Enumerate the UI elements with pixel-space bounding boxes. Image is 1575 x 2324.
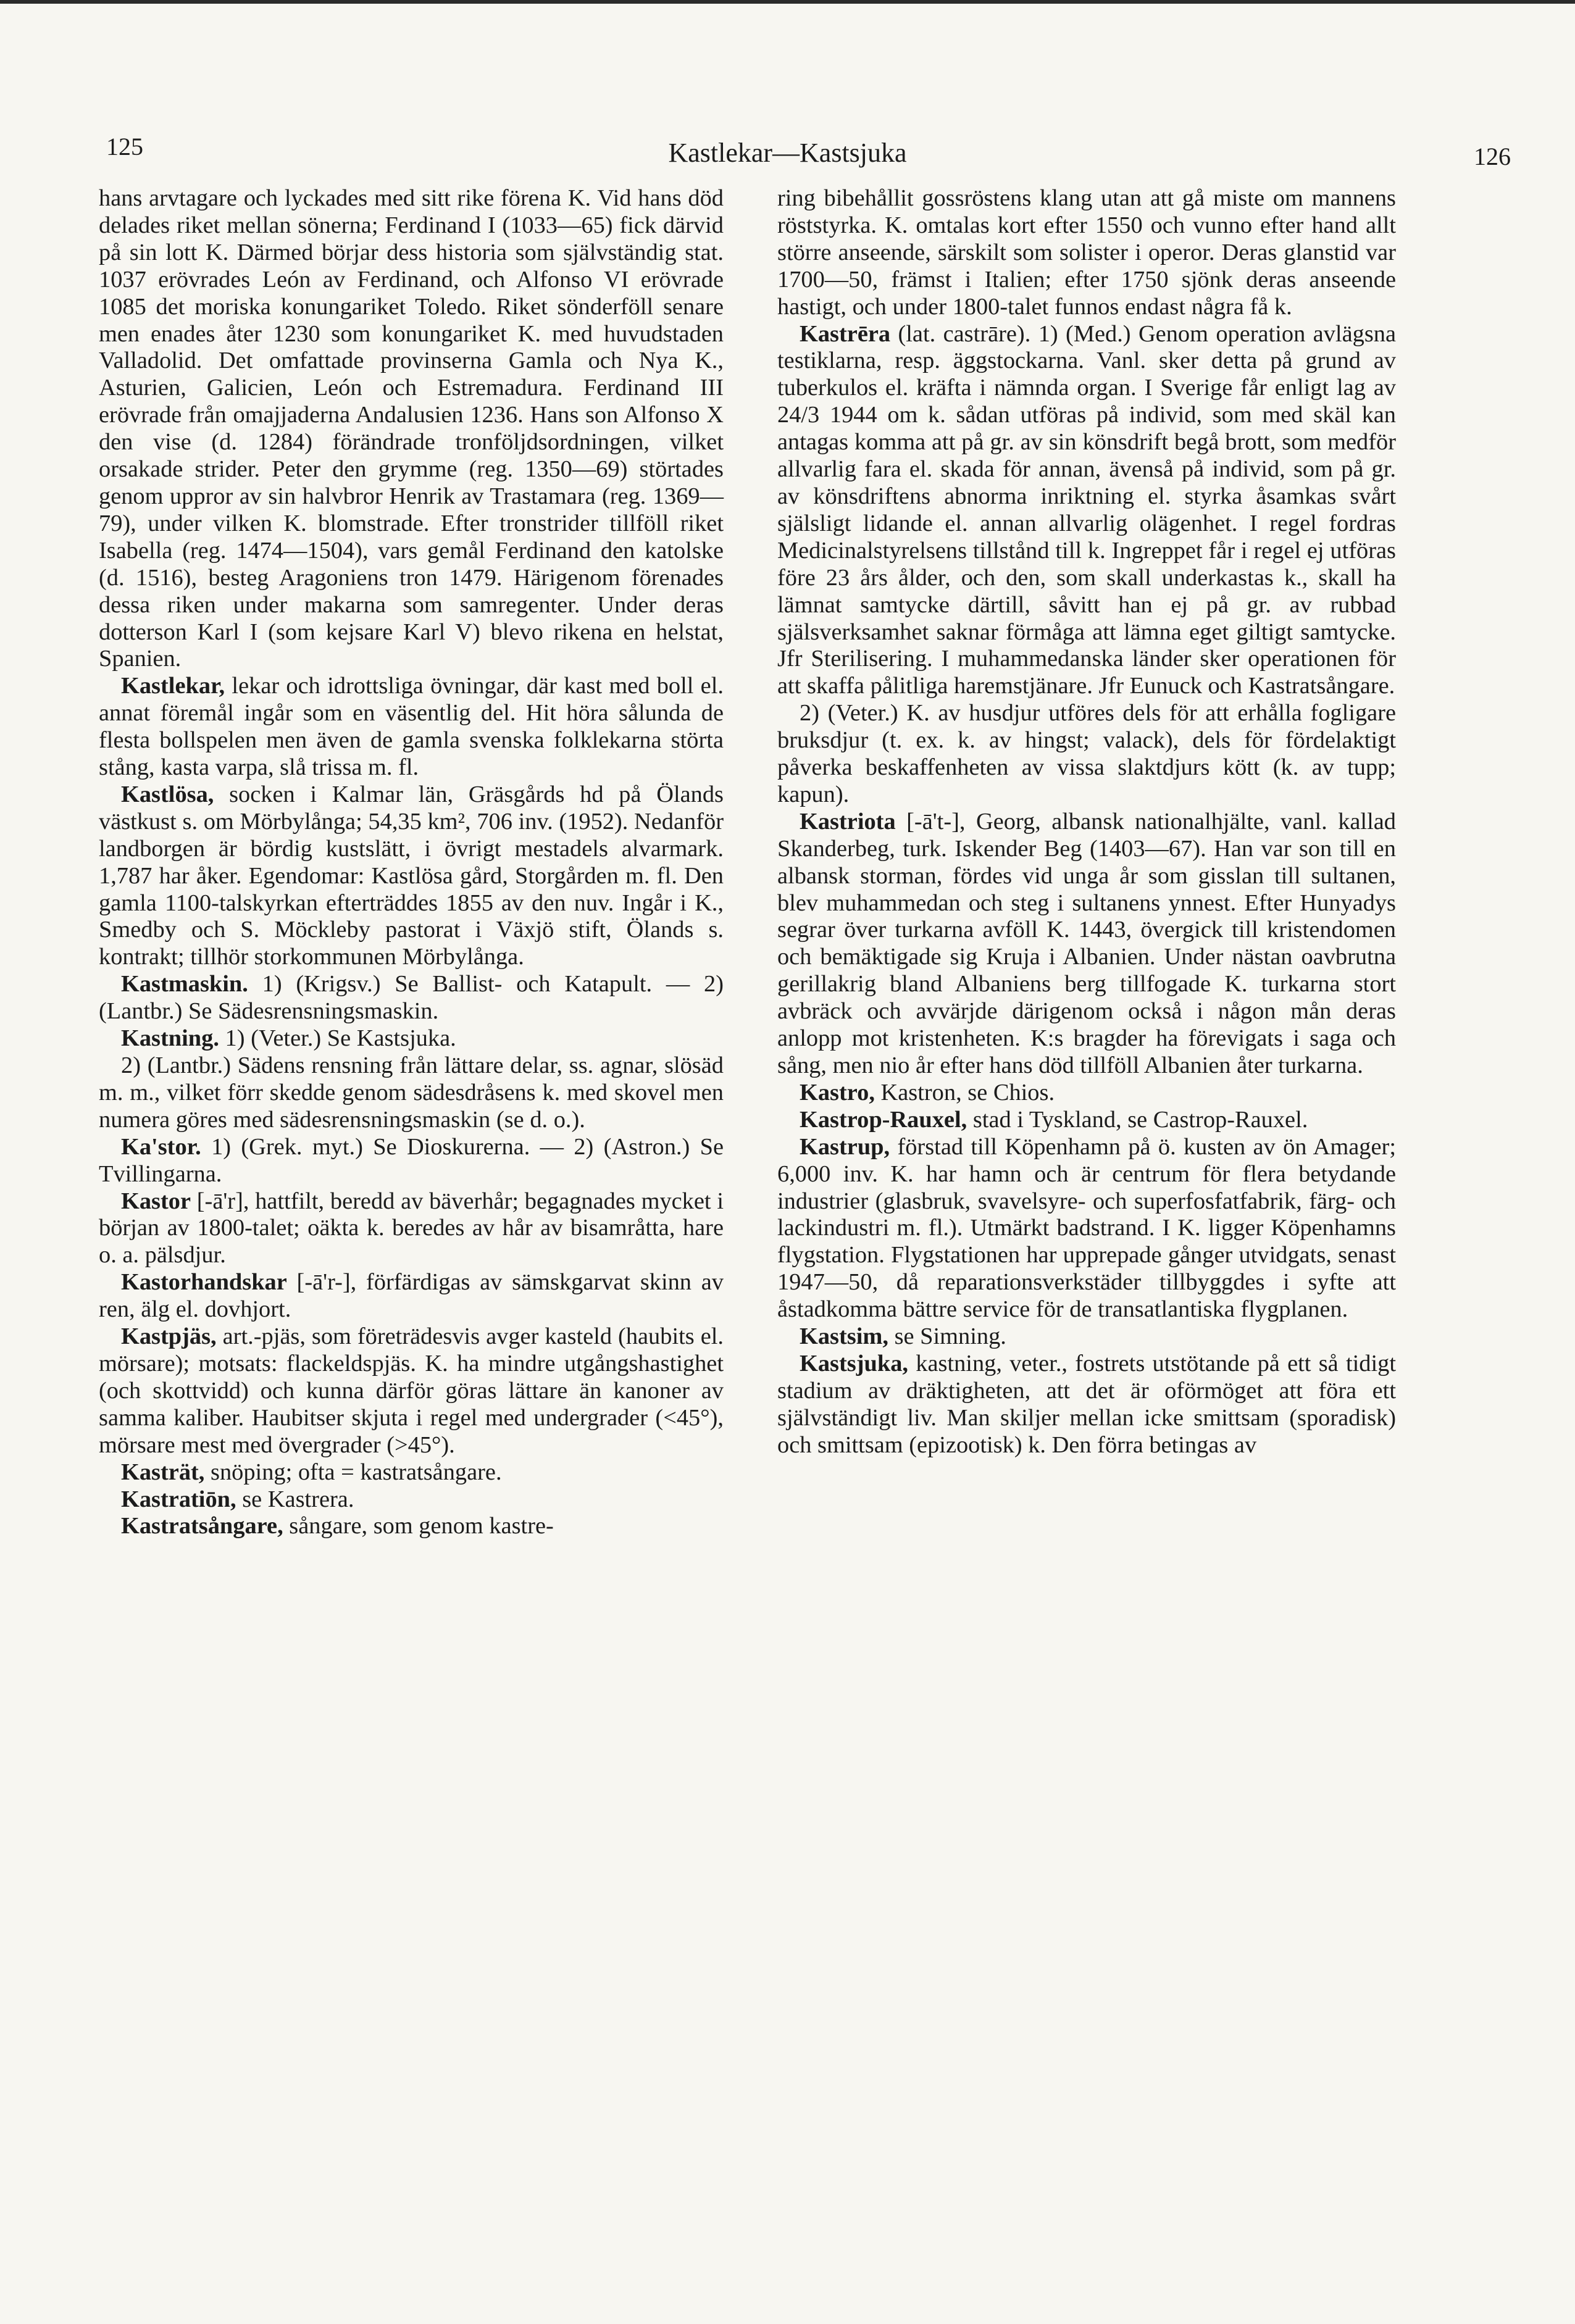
entry-text: snöping; ofta = kastratsångare. [204, 1459, 502, 1485]
right-column [777, 185, 1396, 1459]
entry-headword: Kastratiōn, [121, 1486, 236, 1512]
entry-paragraph [99, 1052, 724, 1134]
entry-headword: Kastrop-Rauxel, [800, 1106, 967, 1133]
entry-text: stad i Tyskland, se Castrop-Rauxel. [967, 1106, 1308, 1133]
entry-text: hans arvtagare och lyckades med sitt rike förena K. Vid hans död delades riket mellan sönerna; Ferdinand I (1033—65) fick därvid på sin lott K. Därmed börjar dess historia som självständig stat. 1037 erövrades León av Ferdinand, och Alfonso VI erövrade 1085 det moriska konungariket Toledo. Riket sönderföll senare men enades åter 1230 som konungariket K. med huvudstaden Valladolid. Det omfattade provinserna Gamla och Nya K., Asturien, Galicien, León och Estremadura. Ferdinand III erövrade från omajjaderna Andalusien 1236. Hans son Alfonso X den vise (d. 1284) förändrade tronföljdsordningen, vilket orsakade strider. Peter den grymme (reg. 1350—69) störtades genom uppror av sin halvbror Henrik av Trastamara (reg. 1369—79), under vilken K. blomstrade. Efter tronstrider tillföll riket Isabella (reg. 1474—1504), vars gemål Ferdinand den katolske (d. 1516), besteg Aragoniens tron 1479. Härigenom förenades dessa riken under makarna som samregenter. Under deras dotterson Karl I (som kejsare Karl V) blevo rikena en helstat, Spanien. [99, 185, 724, 672]
entry-headword: Kastorhandskar [121, 1269, 287, 1296]
entry-text: ring bibehållit gossröstens klang utan att gå miste om mannens röststyrka. K. omtalas kort efter 1550 och vunno efter hand allt större anseende, särskilt som solister i operor. Deras glanstid var 1700—50, främst i Italien; efter 1750 sjönk deras anseende hastigt, och under 1800-talet funnos endast några få k. [777, 185, 1396, 320]
dictionary-entry [777, 1134, 1396, 1323]
entry-headword: Kastratsångare, [121, 1513, 283, 1539]
dictionary-entry [99, 1323, 724, 1459]
entry-headword: Kastning. [121, 1025, 219, 1052]
dictionary-entry [99, 1025, 724, 1052]
dictionary-entry [777, 1080, 1396, 1107]
entry-text: 1) (Krigsv.) Se Ballist- och Katapult. — 2) (Lantbr.) Se Sädesrensningsmaskin. [99, 971, 724, 1025]
entry-headword: Kastro, [800, 1079, 875, 1106]
dictionary-entry [777, 321, 1396, 701]
dictionary-entry [99, 673, 724, 781]
dictionary-entry [777, 809, 1396, 1080]
dictionary-entry [99, 1188, 724, 1270]
entry-text: (lat. castrāre). 1) (Med.) Genom operation avlägsna testiklarna, resp. äggstockarna. Vanl. sker detta på grund av tuberkulos el. kräfta i nämnda organ. I Sverige får enligt lag av 24/3 1944 om k. sådan utföras på individ, som med skäl kan antagas komma att på gr. av sin könsdrift begå brott, som medför allvarlig fara el. skada för annan, ävenså på individ, som på gr. av könsdriftens abnorma inriktning el. styrka åsamkas svårt själsligt lidande el. annan allvarlig olägenhet. I regel fordras Medicinalstyrelsens tillstånd till k. Ingreppet får i regel ej utföras före 23 års ålder, och den, som skall underkastas k., skall ha lämnat samtycke därtill, såvitt han ej på gr. av rubbad själsverksamhet saknar förmåga att lämna eget giltigt samtycke. Jfr Sterilisering. I muhammedanska länder sker operationen för att skaffa pålitliga haremstjänare. Jfr Eunuck och Kastratsångare. [777, 320, 1396, 699]
entry-headword: Kastsim, [800, 1323, 888, 1350]
entry-text: [-ā't-], Georg, albansk nationalhjälte, vanl. kallad Skanderbeg, turk. Iskender Beg (1403—67). Han var son till en albansk storman, fördes vid unga år som gisslan till sultanen, blev muhammedan och steg i sultanens ynnest. Efter Hunyadys segrar över turkarna avföll K. 1443, övergick till kristendomen och bemäktigade sig Kruja i Albanien. Under nästan oavbrutna gerillakrig bland Albaniens berg tillfogade K. turkarna stort avbräck och avvärjde därigenom också i någon mån deras anlopp mot kristenheten. K:s bragder ha förevigats i saga och sång, men nio år efter hans död tillföll Albanien åter turkarna. [777, 808, 1396, 1078]
dictionary-entry [99, 781, 724, 971]
scan-top-edge [0, 0, 1575, 4]
entry-text: se Simning. [888, 1323, 1006, 1350]
entry-text: 2) (Lantbr.) Sädens rensning från lättare delar, ss. agnar, slösäd m. m., vilket förr skedde genom sädesdråsens k. med skovel men numera göres med sädesrensningsmaskin (se d. o.). [99, 1052, 724, 1133]
entry-text: kastning, veter., fostrets utstötande på ett så tidigt stadium av dräktigheten, att det är oförmöget att föra ett självständigt liv. Man skiljer mellan icke smittsam (sporadisk) och smittsam (epizootisk) k. Den förra betingas av [777, 1350, 1396, 1458]
entry-headword: Kastrēra [800, 320, 891, 347]
entry-text: 2) (Veter.) K. av husdjur utföres dels för att erhålla fogligare bruksdjur (t. ex. k. av hingst; valack), dels för fördelaktigt påverka beskaffenheten av vissa slaktdjurs kött (k. av tupp; kapun). [777, 700, 1396, 807]
entry-text: [-ā'r], hattfilt, beredd av bäverhår; begagnades mycket i början av 1800-talet; oäkta k. beredes av hår av bisamråtta, hare o. a. pälsdjur. [99, 1188, 724, 1268]
entry-headword: Kastsjuka, [800, 1350, 909, 1376]
left-column [99, 185, 724, 1540]
dictionary-entry [99, 971, 724, 1025]
entry-text: socken i Kalmar län, Gräsgårds hd på Ölands västkust s. om Mörbylånga; 54,35 km², 706 inv. (1952). Nedanför landborgen är bördig kustslätt, i övrigt mestadels alvarmark. 1,787 har åker. Egendomar: Kastlösa gård, Storgården m. fl. Den gamla 1100-talskyrkan efterträddes 1855 av den nuv. Ingår i K., Smedby och S. Möckleby pastorat i Växjö stift, Ölands s. kontrakt; tillhör storkommunen Mörbylånga. [99, 781, 724, 970]
dictionary-entry [777, 1323, 1396, 1351]
entry-headword: Kastor [121, 1188, 191, 1214]
running-header: Kastlekar—Kastsjuka [668, 138, 907, 168]
entry-paragraph [99, 185, 724, 673]
entry-text: 1) (Veter.) Se Kastsjuka. [219, 1025, 456, 1052]
entry-headword: Kastpjäs, [121, 1323, 217, 1350]
entry-headword: Ka'stor. [121, 1133, 201, 1160]
entry-text: lekar och idrottsliga övningar, där kast med boll el. annat föremål ingår som en väsentlig del. Hit höra sålunda de flesta bollspelen men även de gamla svenska folklekarna störta stång, kasta varpa, slå trissa m. fl. [99, 673, 724, 781]
entry-headword: Kastlekar, [121, 673, 225, 699]
entry-headword: Kastlösa, [121, 781, 214, 807]
entry-text: 1) (Grek. myt.) Se Dioskurerna. — 2) (Astron.) Se Tvillingarna. [99, 1133, 724, 1187]
entry-headword: Kastmaskin. [121, 971, 248, 997]
entry-paragraph [777, 185, 1396, 321]
entry-text: sångare, som genom kastre- [283, 1513, 554, 1539]
page-number-left: 125 [106, 133, 143, 160]
entry-text: förstad till Köpenhamn på ö. kusten av ön Amager; 6,000 inv. K. har hamn och är centrum för flera betydande industrier (glasbruk, svavelsyre- och superfosfatfabrik, färg- och lackindustri m. fl.). Utmärkt badstrand. I K. ligger Köpenhamns flygstation. Flygstationen har upprepade gånger utvidgats, senast 1947—50, då reparationsverkstäder tillbyggdes i syfte att åstadkomma bättre service för de transatlantiska flygplanen. [777, 1133, 1396, 1323]
dictionary-entry [99, 1486, 724, 1514]
dictionary-entry [777, 1351, 1396, 1459]
entry-text: se Kastrera. [236, 1486, 354, 1512]
entry-text: Kastron, se Chios. [874, 1079, 1055, 1106]
entry-paragraph [777, 700, 1396, 809]
entry-text: [-ā'r-], förfärdigas av sämskgarvat skinn av ren, älg el. dovhjort. [99, 1269, 724, 1323]
entry-headword: Kasträt, [121, 1459, 205, 1485]
dictionary-entry [99, 1134, 724, 1188]
dictionary-entry [99, 1269, 724, 1323]
entry-headword: Kastriota [800, 808, 896, 835]
dictionary-entry [99, 1513, 724, 1540]
entry-headword: Kastrup, [800, 1133, 890, 1160]
page-number-right: 126 [1474, 143, 1511, 170]
dictionary-entry [777, 1107, 1396, 1134]
dictionary-entry [99, 1459, 724, 1486]
entry-text: art.-pjäs, som företrädesvis avger kasteld (haubits el. mörsare); motsats: flackeldspjäs. K. ha mindre utgångshastighet (och skottvidd) och kunna därför göras lättare än kanoner av samma kaliber. Haubitser skjuta i regel med undergrader (<45°), mörsare mest med övergrader (>45°). [99, 1323, 724, 1458]
